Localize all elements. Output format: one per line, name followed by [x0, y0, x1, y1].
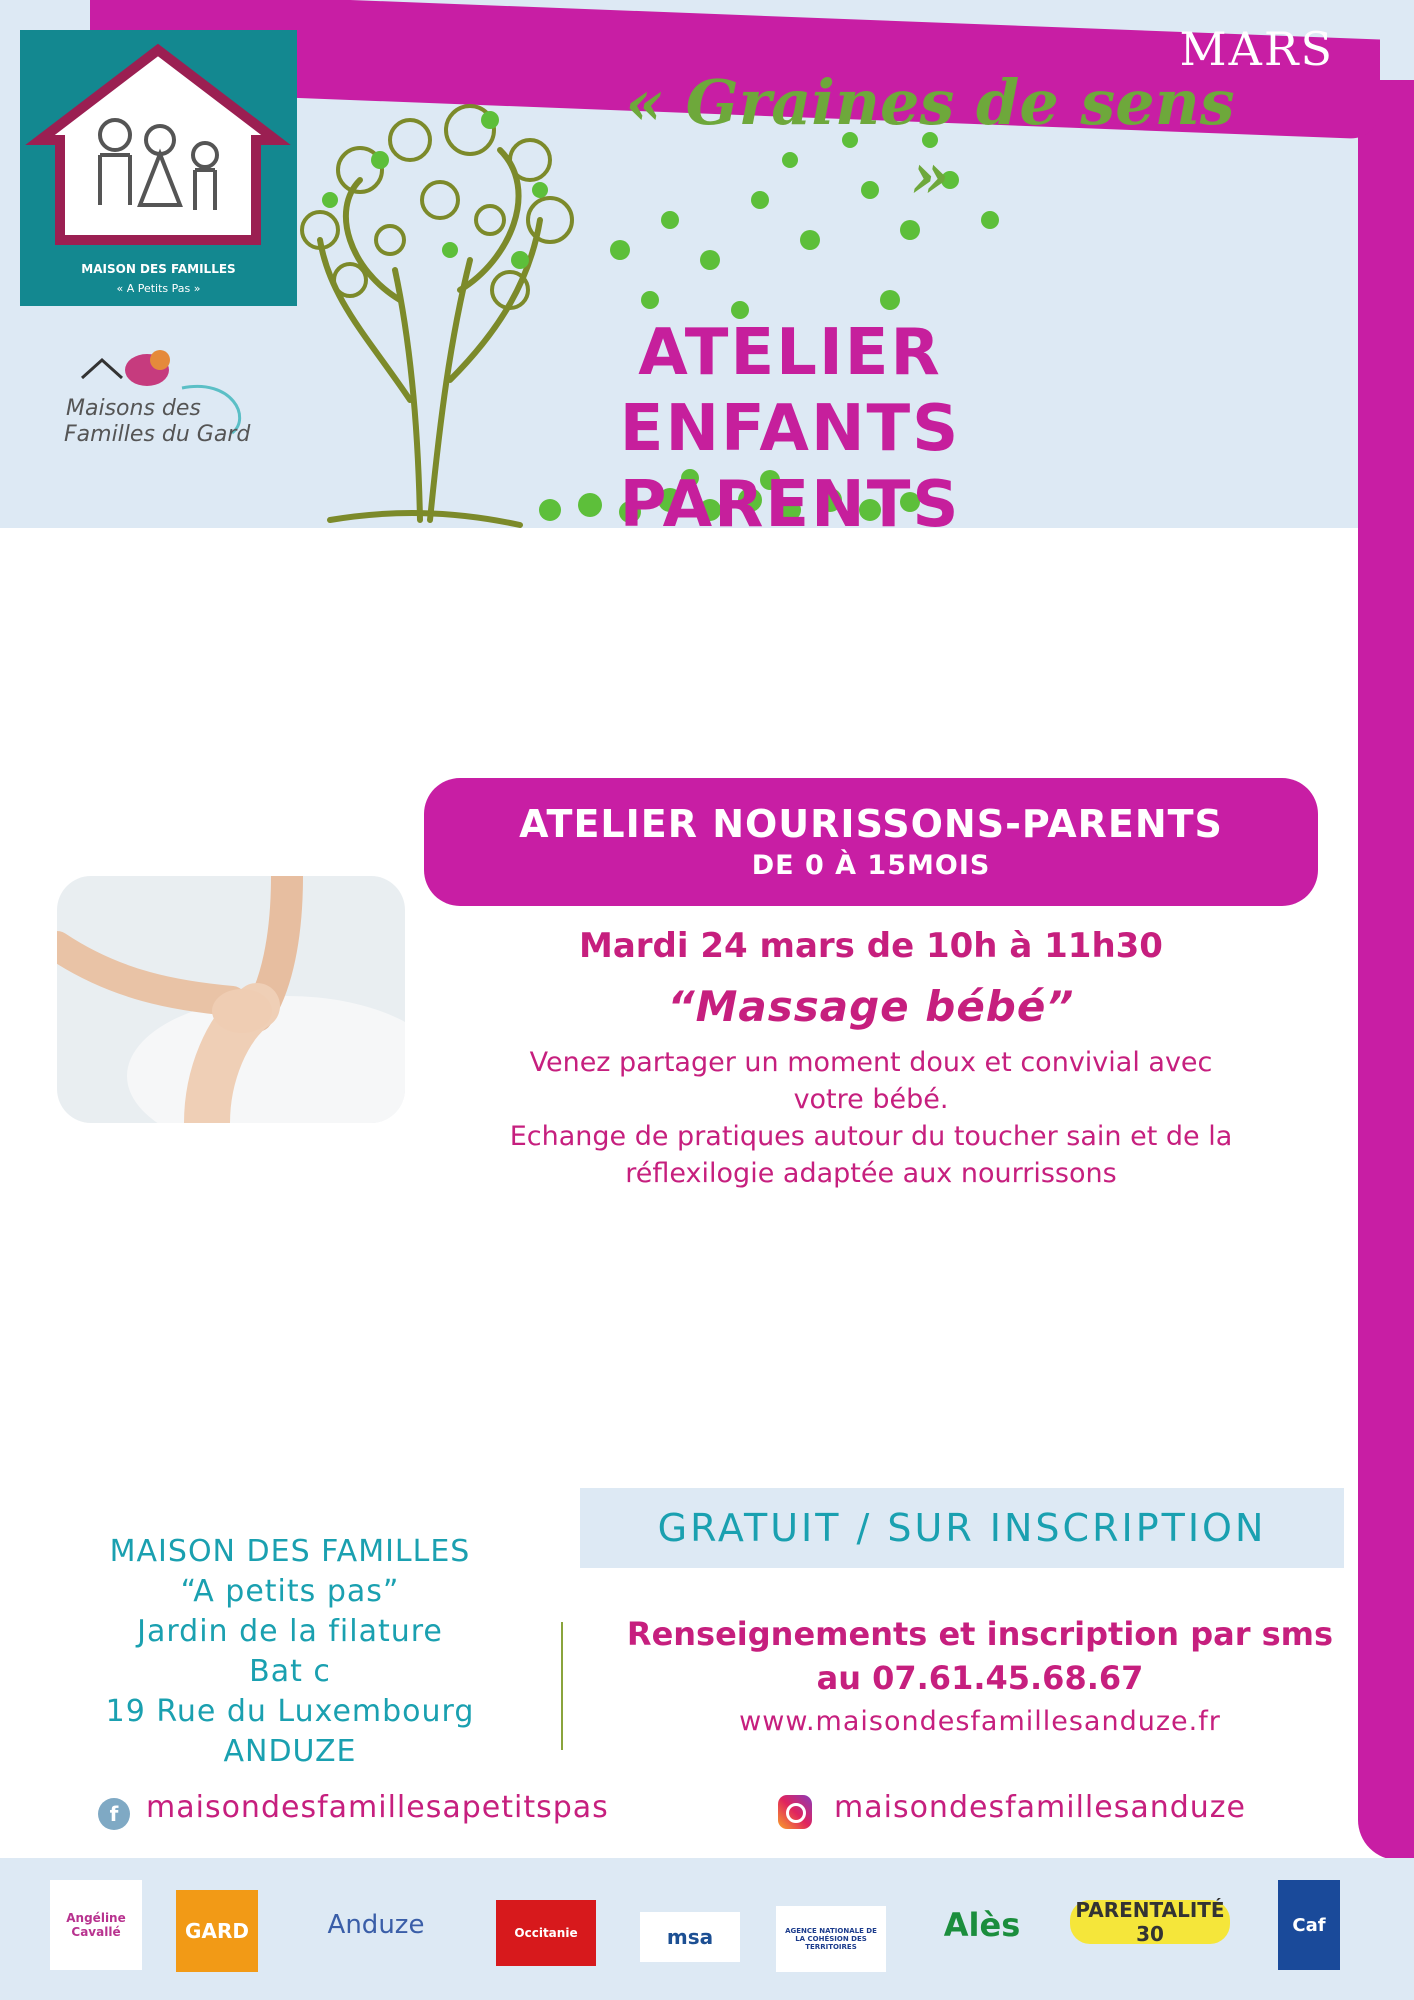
instagram-icon	[778, 1795, 812, 1829]
divider	[561, 1622, 563, 1750]
event-date: Mardi 24 mars de 10h à 11h30	[579, 926, 1163, 966]
sponsor-label: PARENTALITÉ 30	[1075, 1898, 1225, 1946]
sponsor-label: Alès	[943, 1906, 1021, 1944]
workshop-title: “Massage bébé”	[667, 982, 1075, 1031]
facebook-icon: f	[98, 1798, 130, 1830]
secondary-logo-line2: Familles du Gard	[64, 422, 251, 447]
month-label: MARS	[1179, 22, 1334, 76]
contact-info	[595, 1612, 1365, 1700]
event-banner-title: ATELIER NOURISSONS-PARENTS	[519, 802, 1223, 846]
phone-number[interactable]: au 07.61.45.68.67	[816, 1659, 1144, 1697]
desc-line: Echange de pratiques autour du toucher sain et de la	[509, 1121, 1233, 1152]
pricing-box: GRATUIT / SUR INSCRIPTION	[580, 1488, 1344, 1568]
title-line1: ATELIER	[638, 316, 942, 390]
sponsor-logo	[296, 1880, 456, 1970]
desc-line: Venez partager un moment doux et convivial avec	[529, 1047, 1213, 1078]
event-banner	[424, 778, 1318, 906]
sponsor-label: msa	[666, 1925, 714, 1949]
sponsor-logo	[176, 1890, 258, 1972]
address-line: MAISON DES FAMILLES	[109, 1534, 471, 1569]
sponsor-logo	[926, 1880, 1038, 1970]
event-description	[430, 1044, 1312, 1192]
sponsor-logo	[776, 1906, 886, 1972]
contact-line: Renseignements et inscription par sms	[626, 1615, 1334, 1653]
secondary-logo-line1: Maisons des	[66, 396, 201, 421]
website-link[interactable]: www.maisondesfamillesanduze.fr	[739, 1706, 1221, 1737]
title-line2: ENFANTS PARENTS	[619, 392, 961, 542]
address-line: ANDUZE	[223, 1734, 357, 1769]
sponsor-label: Angéline Cavallé	[66, 1911, 126, 1939]
event-banner-subtitle: DE 0 À 15MOIS	[751, 850, 991, 881]
sponsor-label: Anduze	[327, 1910, 425, 1940]
desc-line: votre bébé.	[793, 1084, 949, 1115]
sponsor-label: AGENCE NATIONALE DE LA COHÉSION DES TERRITOIRES	[785, 1927, 877, 1951]
address-line: Jardin de la filature	[137, 1614, 443, 1649]
house-family-icon	[20, 30, 297, 260]
address-block	[60, 1532, 520, 1772]
sponsor-logo	[1278, 1880, 1340, 1970]
desc-line: réflexilogie adaptée aux nourrissons	[625, 1158, 1117, 1189]
address-line: Bat c	[249, 1654, 331, 1689]
address-line: 19 Rue du Luxembourg	[105, 1694, 475, 1729]
instagram-link[interactable]: maisondesfamillesanduze	[834, 1790, 1246, 1825]
sponsor-logo	[640, 1912, 740, 1962]
logo-subcaption: « A Petits Pas »	[116, 282, 201, 295]
sponsor-logo	[496, 1900, 596, 1966]
address-line: “A petits pas”	[180, 1574, 400, 1609]
facebook-link[interactable]: maisondesfamillesapetitspas	[146, 1790, 609, 1825]
logo-caption: MAISON DES FAMILLES	[81, 262, 236, 276]
sponsor-label: Occitanie	[514, 1926, 578, 1940]
subtitle: « Graines de sens »	[625, 66, 1235, 212]
sponsor-logo	[1070, 1900, 1230, 1944]
sponsor-label: Caf	[1292, 1914, 1326, 1936]
page-title	[440, 315, 1140, 543]
sponsor-label: GARD	[185, 1919, 249, 1943]
right-accent-band	[1358, 80, 1414, 1860]
sponsor-logo	[50, 1880, 142, 1970]
maison-des-familles-logo	[20, 30, 297, 306]
baby-massage-photo	[57, 876, 405, 1123]
